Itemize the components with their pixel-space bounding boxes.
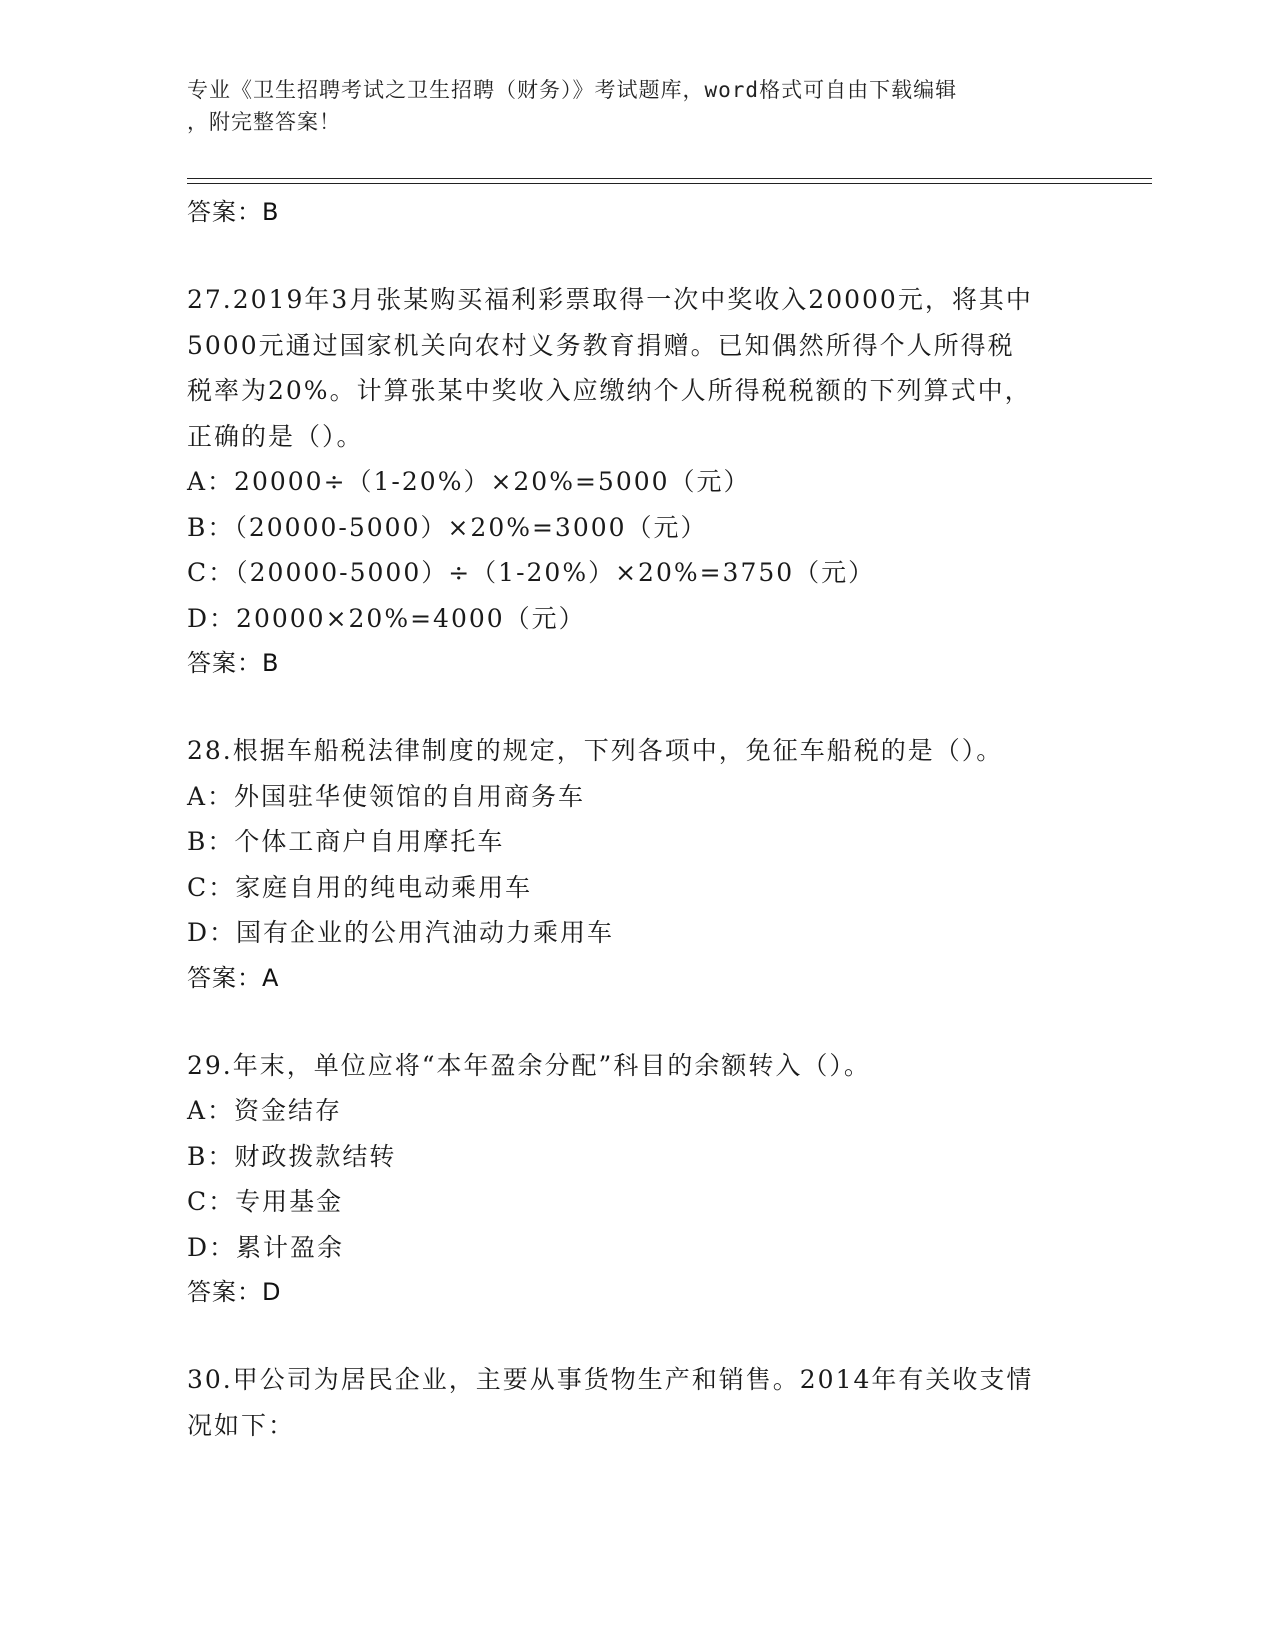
header-line-2: ，附完整答案！ — [187, 110, 341, 134]
option-d: D：国有企业的公用汽油动力乘用车 — [187, 918, 615, 947]
option-a: A：20000÷（1-20%）×20%=5000（元） — [187, 467, 751, 496]
question-stem-line: 30.甲公司为居民企业，主要从事货物生产和销售。2014年有关收支情 — [187, 1365, 1034, 1394]
spacer — [187, 234, 1087, 277]
header-line-1: 专业《卫生招聘考试之卫生招聘（财务）》考试题库，word格式可自由下载编辑 — [187, 78, 958, 102]
option-d: D：20000×20%=4000（元） — [187, 603, 586, 633]
answer: 答案：D — [187, 1278, 282, 1306]
option-a: A：资金结存 — [187, 1096, 343, 1125]
question-stem-line: 5000元通过国家机关向农村义务教育捐赠。已知偶然所得个人所得税 — [187, 330, 1015, 360]
answer: 答案：B — [187, 649, 280, 677]
option-c: C：家庭自用的纯电动乘用车 — [187, 872, 533, 902]
spacer — [187, 1000, 1087, 1043]
question-stem-line: 27.2019年3月张某购买福利彩票取得一次中奖收入20000元，将其中 — [187, 285, 1033, 314]
spacer — [187, 1314, 1087, 1357]
option-a: A：外国驻华使领馆的自用商务车 — [187, 781, 586, 811]
question-30 — [187, 1357, 1087, 1448]
header-divider-bottom — [187, 183, 1152, 184]
option-c: C：专用基金 — [187, 1187, 344, 1216]
option-b: B：财政拨款结转 — [187, 1141, 397, 1171]
question-29 — [187, 1043, 1087, 1315]
question-28 — [187, 728, 1087, 1000]
option-d: D：累计盈余 — [187, 1232, 345, 1262]
question-stem-line: 税率为20%。计算张某中奖收入应缴纳个人所得税税额的下列算式中， — [187, 376, 1032, 405]
question-27 — [187, 277, 1087, 685]
page-header — [187, 74, 1067, 138]
header-divider-top — [187, 178, 1152, 179]
question-stem-line: 28.根据车船税法律制度的规定，下列各项中，免征车船税的是（）。 — [187, 736, 1004, 765]
option-c: C：（20000-5000）÷（1-20%）×20%=3750（元） — [187, 558, 876, 587]
option-b: B：个体工商户自用摩托车 — [187, 827, 505, 856]
spacer — [187, 685, 1087, 728]
option-b: B：（20000-5000）×20%=3000（元） — [187, 512, 708, 542]
answer: 答案：A — [187, 963, 280, 992]
question-stem-line: 正确的是（）。 — [187, 421, 364, 451]
question-list — [187, 190, 1087, 1448]
answer-prev: 答案：B — [187, 198, 280, 226]
question-stem-line: 况如下： — [187, 1410, 296, 1440]
question-stem-line: 29.年末，单位应将“本年盈余分配”科目的余额转入（）。 — [187, 1050, 871, 1080]
